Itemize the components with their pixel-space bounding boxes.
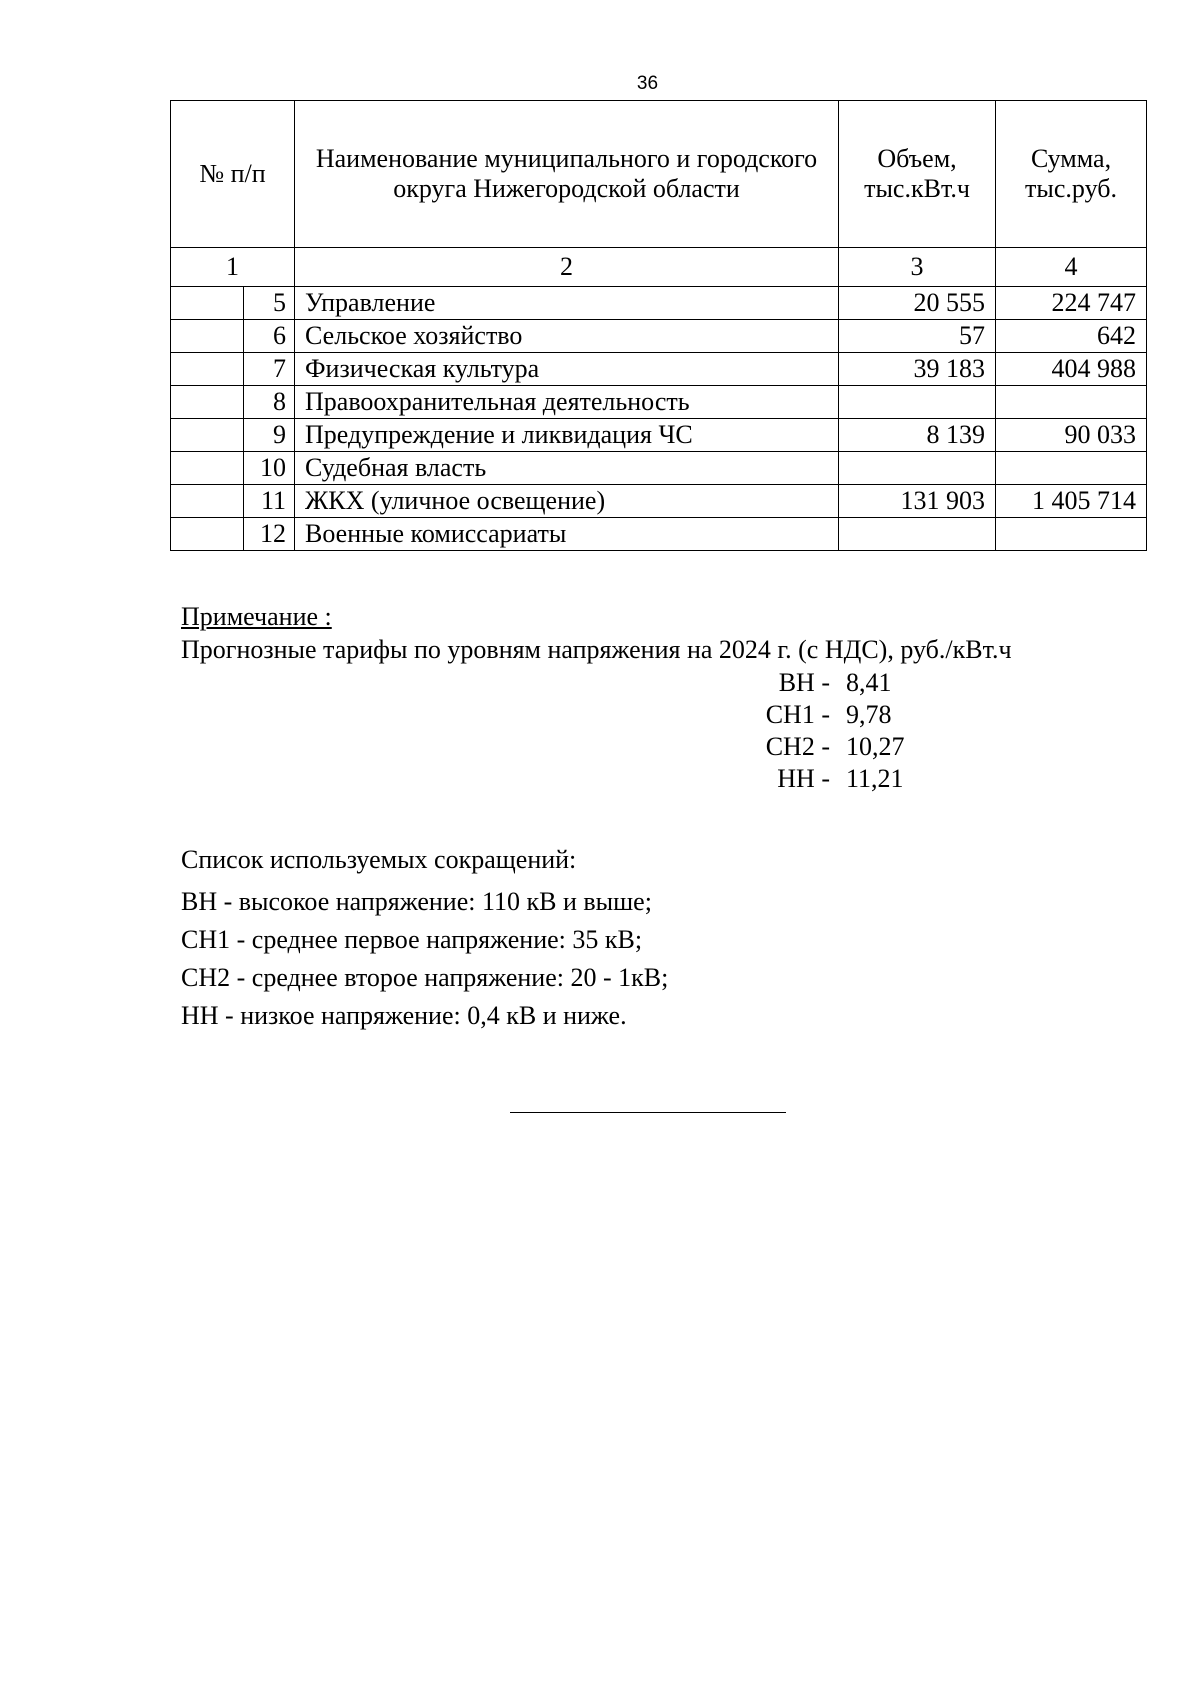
row-index: 11 [244, 485, 295, 518]
row-name: Управление [295, 287, 839, 320]
column-number: 2 [295, 248, 839, 287]
row-volume: 131 903 [839, 485, 996, 518]
table-row [171, 386, 1147, 419]
column-number: 4 [996, 248, 1147, 287]
table-row [171, 485, 1147, 518]
row-index: 12 [244, 518, 295, 551]
row-volume: 8 139 [839, 419, 996, 452]
column-number: 3 [839, 248, 996, 287]
header-num: № п/п [171, 101, 295, 248]
tariff-value: 9,78 [846, 700, 892, 729]
row-name: Сельское хозяйство [295, 320, 839, 353]
table-row [171, 287, 1147, 320]
abbreviation-item: ВН - высокое напряжение: 110 кВ и выше; [181, 887, 652, 916]
tariff-value: 10,27 [846, 732, 905, 761]
blank-cell [171, 485, 244, 518]
tariff-line [700, 734, 1000, 760]
row-index: 6 [244, 320, 295, 353]
tariff-level: СН1 - [765, 700, 830, 729]
row-name: Физическая культура [295, 353, 839, 386]
row-volume [839, 386, 996, 419]
row-name: Правоохранительная деятельность [295, 386, 839, 419]
blank-cell [171, 287, 244, 320]
header-volume: Объем, тыс.кВт.ч [839, 101, 996, 248]
tariff-level: СН2 - [765, 732, 830, 761]
row-sum: 224 747 [996, 287, 1147, 320]
row-name: ЖКХ (уличное освещение) [295, 485, 839, 518]
row-volume: 20 555 [839, 287, 996, 320]
abbreviations-title: Список используемых сокращений: [181, 845, 577, 874]
page-number: 36 [636, 73, 659, 94]
table-header-row [171, 101, 1147, 248]
tariff-line [700, 670, 1000, 696]
tariff-line [700, 766, 1000, 792]
column-number-row [171, 248, 1147, 287]
energy-table [170, 100, 1147, 551]
row-index: 5 [244, 287, 295, 320]
row-volume [839, 452, 996, 485]
blank-cell [171, 419, 244, 452]
row-sum: 1 405 714 [996, 485, 1147, 518]
column-number: 1 [171, 248, 295, 287]
abbreviation-item: СН1 - среднее первое напряжение: 35 кВ; [181, 925, 643, 954]
table-row [171, 518, 1147, 551]
tariff-level: ВН - [778, 668, 830, 697]
row-volume [839, 518, 996, 551]
row-index: 7 [244, 353, 295, 386]
blank-cell [171, 320, 244, 353]
table-row [171, 419, 1147, 452]
table-row [171, 320, 1147, 353]
blank-cell [171, 353, 244, 386]
row-sum: 404 988 [996, 353, 1147, 386]
note-text: Прогнозные тарифы по уровням напряжения на 2024 г. (с НДС), руб./кВт.ч [181, 635, 1012, 664]
header-sum: Сумма, тыс.руб. [996, 101, 1147, 248]
row-sum: 90 033 [996, 419, 1147, 452]
row-index: 10 [244, 452, 295, 485]
row-volume: 39 183 [839, 353, 996, 386]
signature-line [510, 1112, 786, 1113]
row-name: Предупреждение и ликвидация ЧС [295, 419, 839, 452]
tariff-value: 11,21 [846, 764, 904, 793]
blank-cell [171, 518, 244, 551]
row-sum [996, 452, 1147, 485]
abbreviation-item: НН - низкое напряжение: 0,4 кВ и ниже. [181, 1001, 627, 1030]
row-name: Судебная власть [295, 452, 839, 485]
row-index: 9 [244, 419, 295, 452]
blank-cell [171, 452, 244, 485]
blank-cell [171, 386, 244, 419]
table-row [171, 353, 1147, 386]
row-volume: 57 [839, 320, 996, 353]
abbreviation-item: СН2 - среднее второе напряжение: 20 - 1кВ; [181, 963, 669, 992]
tariff-level: НН - [777, 764, 830, 793]
note-title: Примечание : [181, 602, 332, 631]
row-sum: 642 [996, 320, 1147, 353]
table-row [171, 452, 1147, 485]
tariff-line [700, 702, 1000, 728]
row-sum [996, 386, 1147, 419]
row-name: Военные комиссариаты [295, 518, 839, 551]
tariff-value: 8,41 [846, 668, 892, 697]
row-index: 8 [244, 386, 295, 419]
row-sum [996, 518, 1147, 551]
header-name: Наименование муниципального и городского округа Нижегородской области [295, 101, 839, 248]
